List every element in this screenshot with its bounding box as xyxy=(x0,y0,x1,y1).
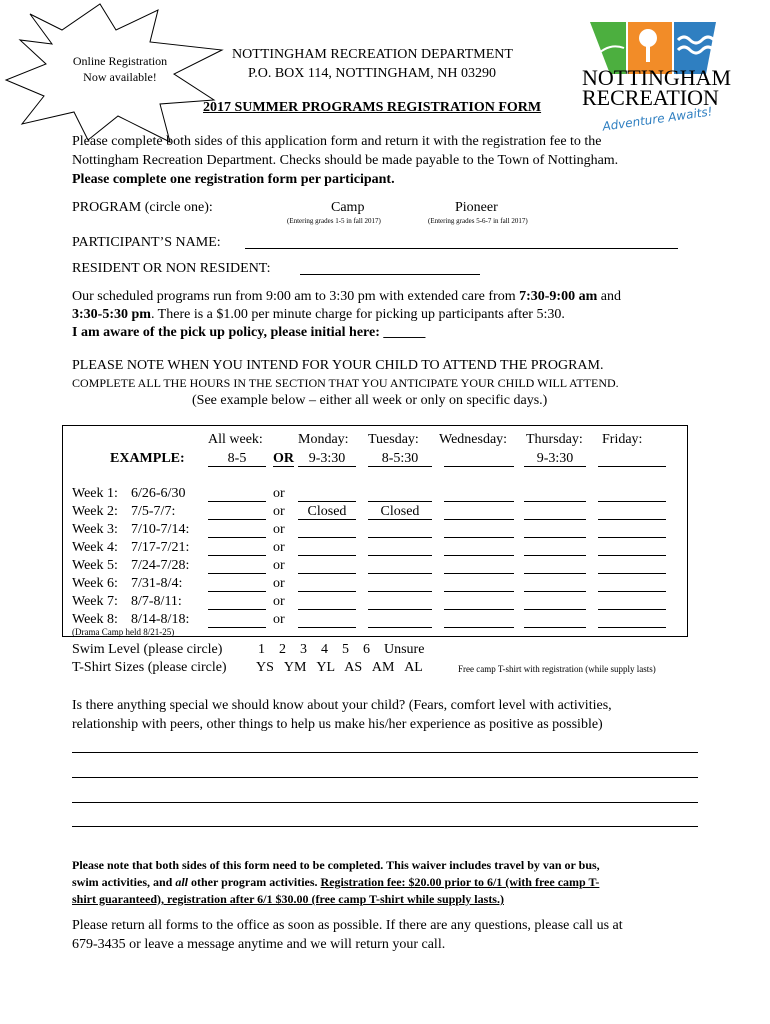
week-dates: 8/7-8/11: xyxy=(131,594,182,609)
program-pioneer-note: (Entering grades 5-6-7 in fall 2017) xyxy=(428,217,528,225)
header-monday: Monday: xyxy=(298,432,349,447)
week-friday-field[interactable] xyxy=(598,594,666,610)
waiver-all: all xyxy=(175,875,189,889)
intro-line3: Please complete one registration form per participant. xyxy=(72,172,395,187)
intro-line2: Nottingham Recreation Department. Checks should be made payable to the Town of Nottingham. xyxy=(72,153,619,168)
program-label: PROGRAM (circle one): xyxy=(72,200,213,215)
special-line2: relationship with peers, other things to help us make his/her experience as positive as possible) xyxy=(72,717,603,732)
week-allweek-field[interactable] xyxy=(208,540,266,556)
week-or: or xyxy=(273,486,285,501)
week-friday-field[interactable] xyxy=(598,540,666,556)
week-label: Week 4: xyxy=(72,540,118,555)
example-tuesday: 8-5:30 xyxy=(368,451,432,467)
week-label: Week 3: xyxy=(72,522,118,537)
week-wednesday-field[interactable] xyxy=(444,522,514,538)
schedule-line2 xyxy=(72,307,565,323)
waiver-fee: Registration fee: $20.00 prior to 6/1 (with free camp T- xyxy=(320,875,600,889)
week-label: Week 5: xyxy=(72,558,118,573)
week-friday-field[interactable] xyxy=(598,612,666,628)
week-monday-field[interactable] xyxy=(298,522,356,538)
week-tuesday-field[interactable] xyxy=(368,522,432,538)
week-thursday-field[interactable] xyxy=(524,576,586,592)
week-label: Week 8: xyxy=(72,612,118,627)
special-answer-line-3[interactable] xyxy=(72,802,698,803)
week-dates: 6/26-6/30 xyxy=(131,486,186,501)
example-friday xyxy=(598,451,666,467)
pickup-policy-initial[interactable]: I am aware of the pick up policy, please initial here: ______ xyxy=(72,325,426,340)
waiver-text-b2: other program activities. xyxy=(188,875,321,889)
week-thursday-field[interactable] xyxy=(524,486,586,502)
week-monday-field[interactable] xyxy=(298,576,356,592)
example-label: EXAMPLE: xyxy=(110,451,185,466)
schedule-morning: 7:30-9:00 am xyxy=(519,289,598,304)
week-label: Week 6: xyxy=(72,576,118,591)
swim-levels[interactable]: 1 2 3 4 5 6 Unsure xyxy=(258,642,425,657)
header-thursday: Thursday: xyxy=(526,432,583,447)
starburst-badge xyxy=(0,0,240,150)
week-monday-field[interactable] xyxy=(298,558,356,574)
logo xyxy=(580,18,730,136)
special-answer-line-1[interactable] xyxy=(72,752,698,753)
week-thursday-field[interactable] xyxy=(524,522,586,538)
waiver-line2 xyxy=(72,875,599,890)
closing-line1: Please return all forms to the office as soon as possible. If there are any questions, please call us at xyxy=(72,918,623,933)
program-camp[interactable]: Camp xyxy=(331,200,365,215)
week-thursday-field[interactable] xyxy=(524,540,586,556)
resident-field[interactable] xyxy=(300,262,480,275)
schedule-line1 xyxy=(72,289,621,305)
week-wednesday-field[interactable] xyxy=(444,594,514,610)
waiver-text-b1: swim activities, and xyxy=(72,875,176,889)
week-tuesday-field[interactable] xyxy=(368,558,432,574)
schedule-text1-end: and xyxy=(597,289,621,304)
week-dates: 7/17-7/21: xyxy=(131,540,190,555)
week-allweek-field[interactable] xyxy=(208,522,266,538)
special-answer-line-4[interactable] xyxy=(72,826,698,827)
schedule-text1: Our scheduled programs run from 9:00 am to 3:30 pm with extended care from xyxy=(72,289,520,304)
tshirt-note: Free camp T-shirt with registration (while supply lasts) xyxy=(458,664,656,674)
program-camp-note: (Entering grades 1-5 in fall 2017) xyxy=(287,217,381,225)
example-allweek: 8-5 xyxy=(208,451,266,467)
week-tuesday-field[interactable]: Closed xyxy=(368,504,432,520)
week-tuesday-field[interactable] xyxy=(368,612,432,628)
waiver-line3: shirt guaranteed), registration after 6/1 $30.00 (free camp T-shirt while supply lasts.) xyxy=(72,892,504,906)
week-friday-field[interactable] xyxy=(598,522,666,538)
week-dates: 7/10-7/14: xyxy=(131,522,190,537)
form-title: 2017 SUMMER PROGRAMS REGISTRATION FORM xyxy=(203,100,542,115)
week-or: or xyxy=(273,522,285,537)
participant-name-field[interactable] xyxy=(245,236,678,249)
week-label: Week 1: xyxy=(72,486,118,501)
schedule-text2: . There is a $1.00 per minute charge for picking up participants after 5:30. xyxy=(150,307,565,322)
week-tuesday-field[interactable] xyxy=(368,594,432,610)
program-pioneer[interactable]: Pioneer xyxy=(455,200,498,215)
week-allweek-field[interactable] xyxy=(208,504,266,520)
special-answer-line-2[interactable] xyxy=(72,777,698,778)
week-allweek-field[interactable] xyxy=(208,558,266,574)
logo-name2: RECREATION xyxy=(582,85,719,110)
dept-name: NOTTINGHAM RECREATION DEPARTMENT xyxy=(232,47,513,62)
week-label: Week 7: xyxy=(72,594,118,609)
example-thursday: 9-3:30 xyxy=(524,451,586,467)
week-dates: 8/14-8/18: xyxy=(131,612,190,627)
week-friday-field[interactable] xyxy=(598,558,666,574)
week-friday-field[interactable] xyxy=(598,486,666,502)
week-monday-field[interactable] xyxy=(298,540,356,556)
closing-line2: 679-3435 or leave a message anytime and we will return your call. xyxy=(72,937,446,952)
week-or: or xyxy=(273,540,285,555)
week-friday-field[interactable] xyxy=(598,576,666,592)
logo-tagline: Adventure Awaits! xyxy=(601,104,714,134)
attend-line2: COMPLETE ALL THE HOURS IN THE SECTION THAT YOU ANTICIPATE YOUR CHILD WILL ATTEND. xyxy=(72,376,619,390)
header-wednesday: Wednesday: xyxy=(439,432,508,447)
logo-name1: NOTTINGHAM xyxy=(582,65,732,90)
intro-line1: Please complete both sides of this application form and return it with the registration fee to the xyxy=(72,134,602,149)
week-dates: 7/31-8/4: xyxy=(131,576,183,591)
starburst-line1: Online Registration xyxy=(72,54,168,68)
swim-label: Swim Level (please circle) xyxy=(72,642,223,657)
week-monday-field[interactable] xyxy=(298,594,356,610)
week-wednesday-field[interactable] xyxy=(444,504,514,520)
week-thursday-field[interactable] xyxy=(524,504,586,520)
week-tuesday-field[interactable] xyxy=(368,576,432,592)
week-or: or xyxy=(273,594,285,609)
week-dates: 7/5-7/7: xyxy=(131,504,176,519)
week-allweek-field[interactable] xyxy=(208,594,266,610)
week-thursday-field[interactable] xyxy=(524,594,586,610)
week-tuesday-field[interactable] xyxy=(368,540,432,556)
example-or: OR xyxy=(273,451,294,466)
header-tuesday: Tuesday: xyxy=(368,432,419,447)
week-thursday-field[interactable] xyxy=(524,612,586,628)
week-wednesday-field[interactable] xyxy=(444,558,514,574)
week-allweek-field[interactable] xyxy=(208,612,266,628)
drama-note: (Drama Camp held 8/21-25) xyxy=(72,627,175,637)
week-tuesday-field[interactable] xyxy=(368,486,432,502)
week-wednesday-field[interactable] xyxy=(444,486,514,502)
week-monday-field[interactable] xyxy=(298,612,356,628)
week-monday-field[interactable]: Closed xyxy=(298,504,356,520)
week-label: Week 2: xyxy=(72,504,118,519)
dept-address: P.O. BOX 114, NOTTINGHAM, NH 03290 xyxy=(248,66,496,81)
participant-label: PARTICIPANT’S NAME: xyxy=(72,235,221,250)
week-dates: 7/24-7/28: xyxy=(131,558,190,573)
week-or: or xyxy=(273,558,285,573)
week-thursday-field[interactable] xyxy=(524,558,586,574)
week-or: or xyxy=(273,612,285,627)
week-or: or xyxy=(273,576,285,591)
example-wednesday xyxy=(444,451,514,467)
week-wednesday-field[interactable] xyxy=(444,612,514,628)
attend-line3: (See example below – either all week or only on specific days.) xyxy=(192,393,548,408)
week-monday-field[interactable] xyxy=(298,486,356,502)
week-friday-field[interactable] xyxy=(598,504,666,520)
special-line1: Is there anything special we should know about your child? (Fears, comfort level with activities, xyxy=(72,698,612,713)
week-allweek-field[interactable] xyxy=(208,486,266,502)
tshirt-sizes[interactable]: YS YM YL AS AM AL xyxy=(256,660,423,675)
attend-line1: PLEASE NOTE WHEN YOU INTEND FOR YOUR CHILD TO ATTEND THE PROGRAM. xyxy=(72,358,604,373)
week-wednesday-field[interactable] xyxy=(444,540,514,556)
week-allweek-field[interactable] xyxy=(208,576,266,592)
header-friday: Friday: xyxy=(602,432,643,447)
tshirt-label: T-Shirt Sizes (please circle) xyxy=(72,660,227,675)
starburst-line2: Now available! xyxy=(83,70,157,84)
schedule-evening: 3:30-5:30 pm xyxy=(72,307,151,322)
week-or: or xyxy=(273,504,285,519)
example-monday: 9-3:30 xyxy=(298,451,356,467)
week-wednesday-field[interactable] xyxy=(444,576,514,592)
resident-label: RESIDENT OR NON RESIDENT: xyxy=(72,261,271,276)
header-allweek: All week: xyxy=(208,432,263,447)
waiver-line1: Please note that both sides of this form need to be completed. This waiver includes travel by van or bus, xyxy=(72,858,600,872)
